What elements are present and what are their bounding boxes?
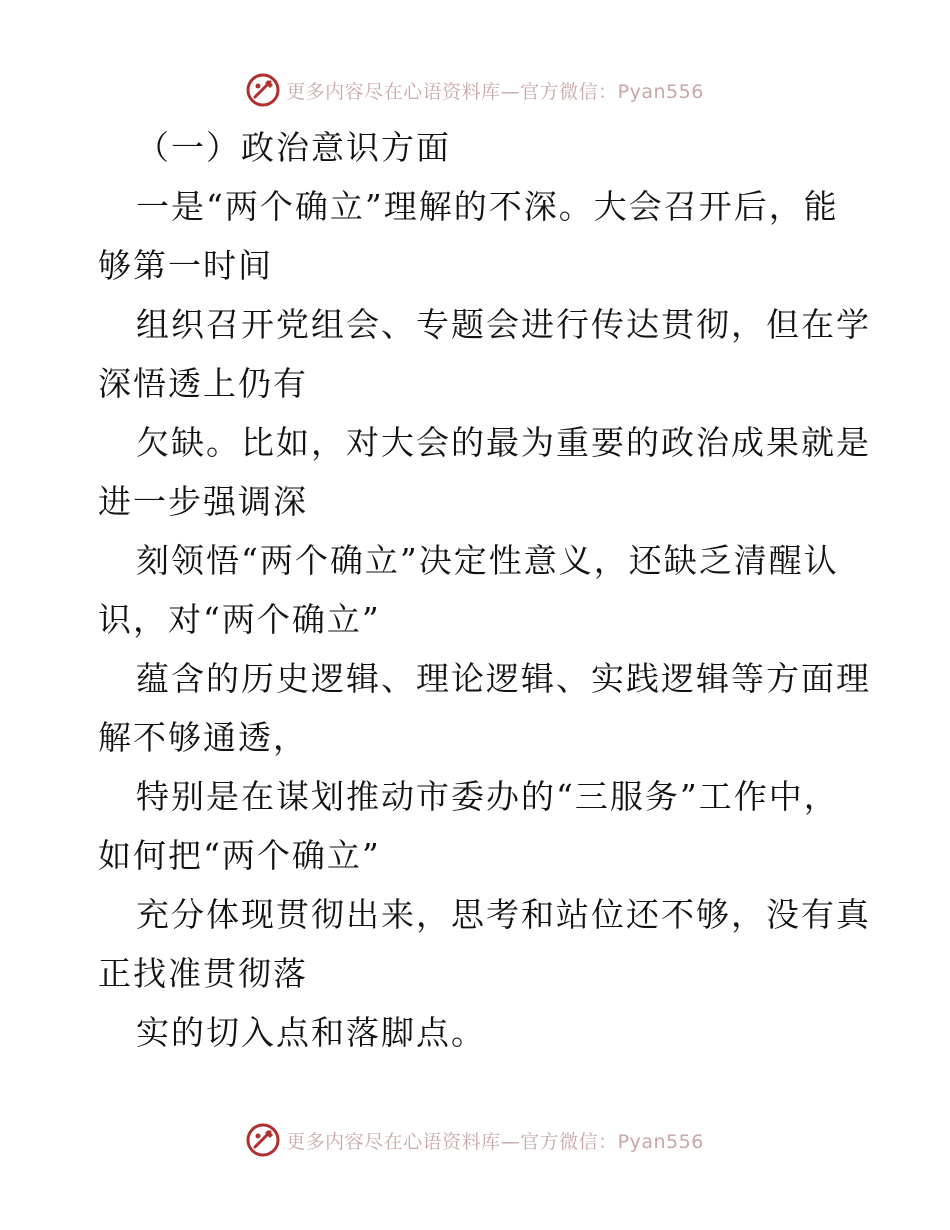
text-line: （一）政治意识方面 [136, 128, 451, 167]
text-line: 深悟透上仍有 [98, 364, 308, 403]
text-line: 一是“两个确立”理解的不深。大会召开后，能 [136, 187, 839, 226]
text-line: 实的切入点和落脚点。 [136, 1013, 486, 1052]
text-line: 解不够通透， [98, 718, 308, 757]
text-line: 欠缺。比如，对大会的最为重要的政治成果就是 [136, 423, 871, 462]
text-line: 够第一时间 [98, 246, 273, 285]
watermark-text: 更多内容尽在心语资料库—官方微信：Pyan556 [286, 1130, 704, 1153]
text-line: 识，对“两个确立” [98, 600, 381, 639]
text-line: 充分体现贯彻出来，思考和站位还不够，没有真 [136, 895, 871, 934]
watermark-logo-icon [246, 1123, 280, 1157]
footer-watermark [0, 1120, 950, 1160]
header-watermark [0, 70, 950, 110]
text-line: 进一步强调深 [98, 482, 308, 521]
text-line: 组织召开党组会、专题会进行传达贯彻，但在学 [136, 305, 871, 344]
text-line: 特别是在谋划推动市委办的“三服务”工作中， [136, 777, 839, 816]
text-line: 刻领悟“两个确立”决定性意义，还缺乏清醒认 [136, 541, 839, 580]
text-line: 如何把“两个确立” [98, 836, 381, 875]
text-line: 正找准贯彻落 [98, 954, 308, 993]
document-body [98, 118, 871, 1062]
watermark-text: 更多内容尽在心语资料库—官方微信：Pyan556 [286, 80, 704, 103]
watermark-logo-icon [246, 73, 280, 107]
text-line: 蕴含的历史逻辑、理论逻辑、实践逻辑等方面理 [136, 659, 871, 698]
